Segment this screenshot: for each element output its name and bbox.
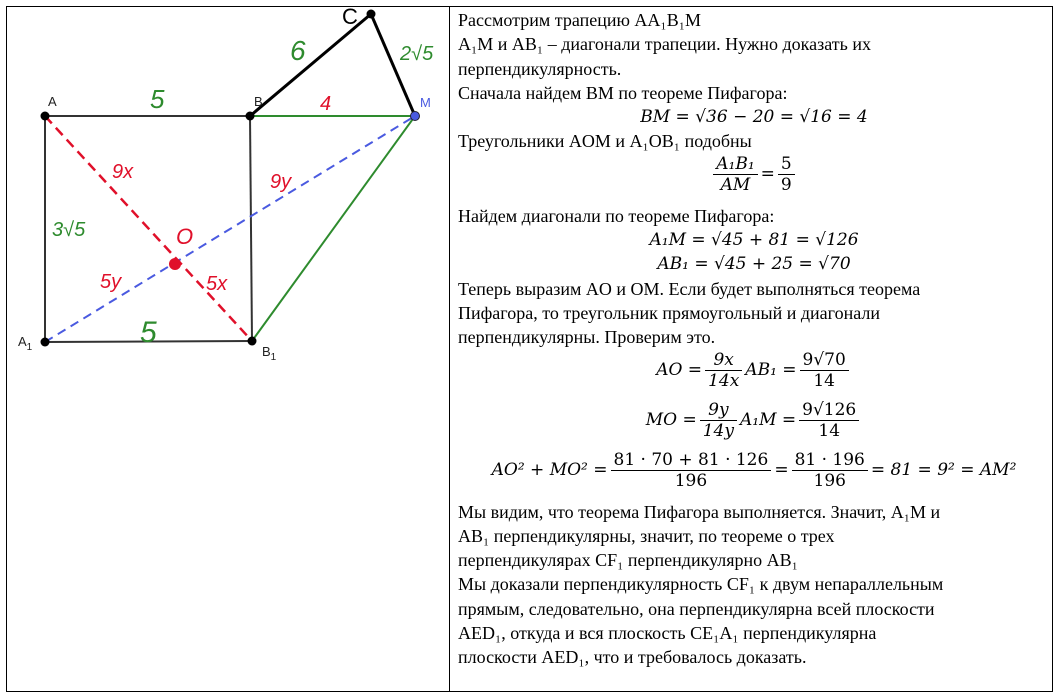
segment-b1m [252,116,415,341]
label-c: C [342,8,358,29]
ao-frac1-num: 9x [705,350,742,371]
ao-frac1-den: 14x [708,370,740,391]
annotation-4: 4 [320,93,332,115]
ao-mid: AB₁ = [745,359,797,380]
sum-lhs: AO² + MO² = [491,459,608,480]
line-4: Сначала найдем BM по теореме Пифагора: [458,82,788,103]
point-c [367,10,376,19]
label-b: B [254,94,263,109]
ao-frac2-den: 14 [813,370,835,391]
point-a [41,112,50,121]
sum-rhs: = 81 = 9² = AM² [870,459,1017,480]
annotation-9x: 9x [112,161,134,183]
annotation-5y: 5y [100,271,122,293]
equation-mo [458,400,1050,450]
ao-frac2-num: 9√70 [800,350,849,371]
geometry-figure [8,8,446,688]
segment-bc [250,14,371,116]
annotation-5-bottom: 5 [140,316,157,349]
annotation-o: O [176,224,194,249]
line-6: Найдем диагонали по теореме Пифагора: [458,205,775,226]
sum-frac1-num: 81 · 70 + 81 · 126 [611,450,772,471]
line-14: прямым, следовательно, она перпендикулярна всей плоскости [458,598,935,619]
line-10: Мы видим, что теорема Пифагора выполняется. Значит, A₁M и [458,501,941,522]
line-16: плоскости AED₁, что и требовалось доказать. [458,647,807,668]
sum-frac2-num: 81 · 196 [792,450,868,471]
ratio-denominator: AM [720,174,751,195]
point-a1 [41,338,50,347]
label-a: A [48,94,57,109]
line-15: AED₁, откуда и вся плоскость CE₁A₁ перпендикулярна [458,623,877,644]
line-11: AB₁ перпендикулярны, значит, по теореме о трех [458,525,835,546]
line-2: A₁M и AB₁ – диагонали трапеции. Нужно доказать их [458,34,871,55]
column-divider [449,6,450,692]
proof-text [458,8,1050,670]
ao-lhs: AO = [656,359,703,380]
annotation-5x: 5x [206,273,228,295]
annotation-2-root5: 2√5 [400,43,434,65]
line-1: Рассмотрим трапецию AA₁B₁M [458,10,701,30]
diagonal-a1m [45,116,415,342]
annotation-5-top: 5 [150,84,165,114]
ratio-numerator: A₁B₁ [713,154,757,175]
line-3: перпендикулярность. [458,58,622,79]
equation-sum [458,450,1050,500]
mo-frac2-den: 14 [818,420,841,441]
equation-a1m: A₁M = √45 + 81 = √126 [649,230,859,251]
sum-frac2-den: 196 [813,470,846,491]
line-12: перпендикулярах CF₁ перпендикулярно AB₁ [458,550,798,571]
sum-equals: = [774,459,789,480]
point-b [246,112,255,121]
mo-frac1-num: 9y [700,400,737,421]
mo-lhs: MO = [645,409,697,430]
point-b1 [248,337,257,346]
label-m: M [420,95,431,110]
equation-bm: BM = √36 − 20 = √16 = 4 [640,107,868,128]
line-8: Пифагора, то треугольник прямоугольный и диагонали [458,302,880,323]
annotation-6: 6 [290,35,306,66]
line-9: перпендикулярны. Проверим это. [458,327,716,348]
equation-ao [458,350,1050,400]
segment-bb1 [250,116,252,341]
equation-ratio [458,154,1050,204]
sum-frac1-den: 196 [674,470,708,491]
line-13: Мы доказали перпендикулярность CF₁ к двум непараллельным [458,574,944,595]
mo-mid: A₁M = [739,409,797,430]
label-a1: $A_1$ [18,334,33,353]
ratio-value-denominator: 9 [780,174,792,195]
equation-ab1: AB₁ = √45 + 25 = √70 [657,254,851,275]
annotation-3-root5: 3√5 [52,219,86,241]
figure-svg [8,8,446,688]
ratio-value-numerator: 5 [778,154,795,175]
label-b1: $B_1$ [262,344,277,363]
ratio-equals: = [760,163,775,184]
point-o [169,258,181,270]
annotation-9y: 9y [270,171,292,193]
point-m [411,112,420,121]
line-7: Теперь выразим AO и OM. Если будет выполняться теорема [458,278,921,299]
segment-cm [371,14,415,116]
mo-frac2-num: 9√126 [799,400,859,421]
mo-frac1-den: 14y [702,420,734,441]
line-5: Треугольники AOM и A₁OB₁ подобны [458,131,752,152]
